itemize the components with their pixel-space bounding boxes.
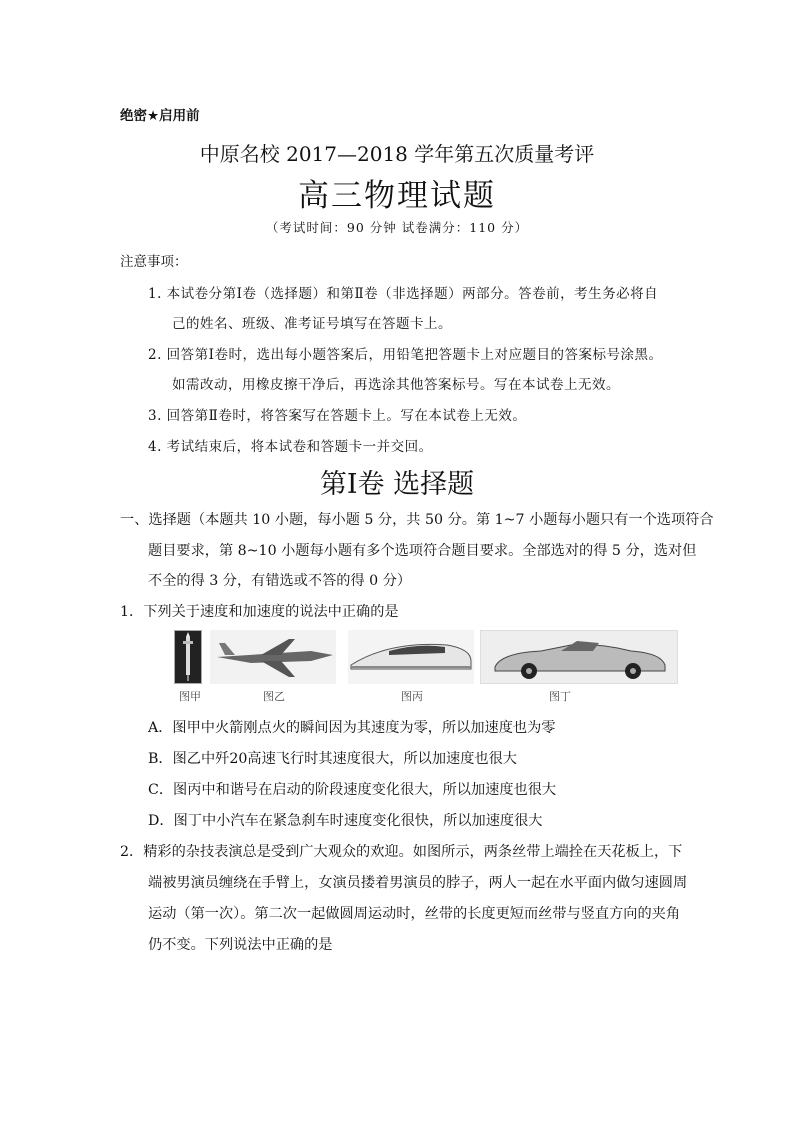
notes-heading: 注意事项：: [120, 254, 188, 270]
note-line: 4. 考试结束后，将本试卷和答题卡一并交回。: [148, 439, 433, 455]
jet-image: [210, 630, 336, 684]
figure-caption: 图甲: [179, 690, 201, 703]
note-line: 3. 回答第Ⅱ卷时，将答案写在答题卡上。写在本试卷上无效。: [148, 408, 527, 424]
rocket-image: [174, 630, 202, 684]
question-line: 运动（第一次）。第二次一起做圆周运动时，丝带的长度更短而丝带与竖直方向的夹角: [148, 906, 681, 922]
question-line: 仍不变。下列说法中正确的是: [148, 937, 333, 953]
section-instruction: 题目要求，第 8~10 小题每小题有多个选项符合题目要求。全部选对的得 5 分，选对但: [148, 543, 697, 559]
car-image: [480, 630, 678, 684]
question-line: 2．精彩的杂技表演总是受到广大观众的欢迎。如图所示，两条丝带上端拴在天花板上，下: [120, 844, 683, 860]
note-line: 己的姓名、班级、准考证号填写在答题卡上。: [172, 316, 452, 332]
figure-caption: 图丙: [401, 690, 423, 703]
figure-row: [170, 630, 680, 710]
option-a: A．图甲中火箭刚点火的瞬间因为其速度为零，所以加速度也为零: [148, 720, 556, 736]
school-line: 中原名校 2017—2018 学年第五次质量考评: [199, 142, 595, 166]
train-image: [348, 630, 474, 684]
figure-caption: 图丁: [549, 690, 571, 703]
note-line: 2. 回答第Ⅰ卷时，选出每小题答案后，用铅笔把答题卡上对应题目的答案标号涂黑。: [148, 347, 663, 363]
question-stem: 1．下列关于速度和加速度的说法中正确的是: [120, 604, 399, 620]
option-b: B．图乙中歼20高速飞行时其速度很大，所以加速度也很大: [148, 751, 517, 767]
section-instruction: 一、选择题（本题共 10 小题，每小题 5 分，共 50 分。第 1~7 小题每小题只有一个选项符合: [120, 512, 714, 528]
exam-meta: （考试时间：90 分钟 试卷满分：110 分）: [265, 220, 529, 235]
option-c: C．图丙中和谐号在启动的阶段速度变化很大，所以加速度也很大: [148, 782, 557, 798]
confidential-mark: 绝密★启用前: [120, 108, 200, 124]
section-title: 第Ⅰ卷 选择题: [319, 469, 475, 500]
note-line: 如需改动，用橡皮擦干净后，再选涂其他答案标号。写在本试卷上无效。: [172, 377, 620, 393]
section-instruction: 不全的得 3 分，有错选或不答的得 0 分）: [148, 573, 412, 589]
figure-caption: 图乙: [263, 690, 285, 703]
exam-title: 高三物理试题: [298, 178, 496, 214]
option-d: D．图丁中小汽车在紧急刹车时速度变化很快，所以加速度很大: [148, 813, 543, 829]
note-line: 1. 本试卷分第Ⅰ卷（选择题）和第Ⅱ卷（非选择题）两部分。答卷前，考生务必将自: [148, 286, 659, 302]
question-line: 端被男演员缠绕在手臂上，女演员搂着男演员的脖子，两人一起在水平面内做匀速圆周: [148, 875, 688, 891]
